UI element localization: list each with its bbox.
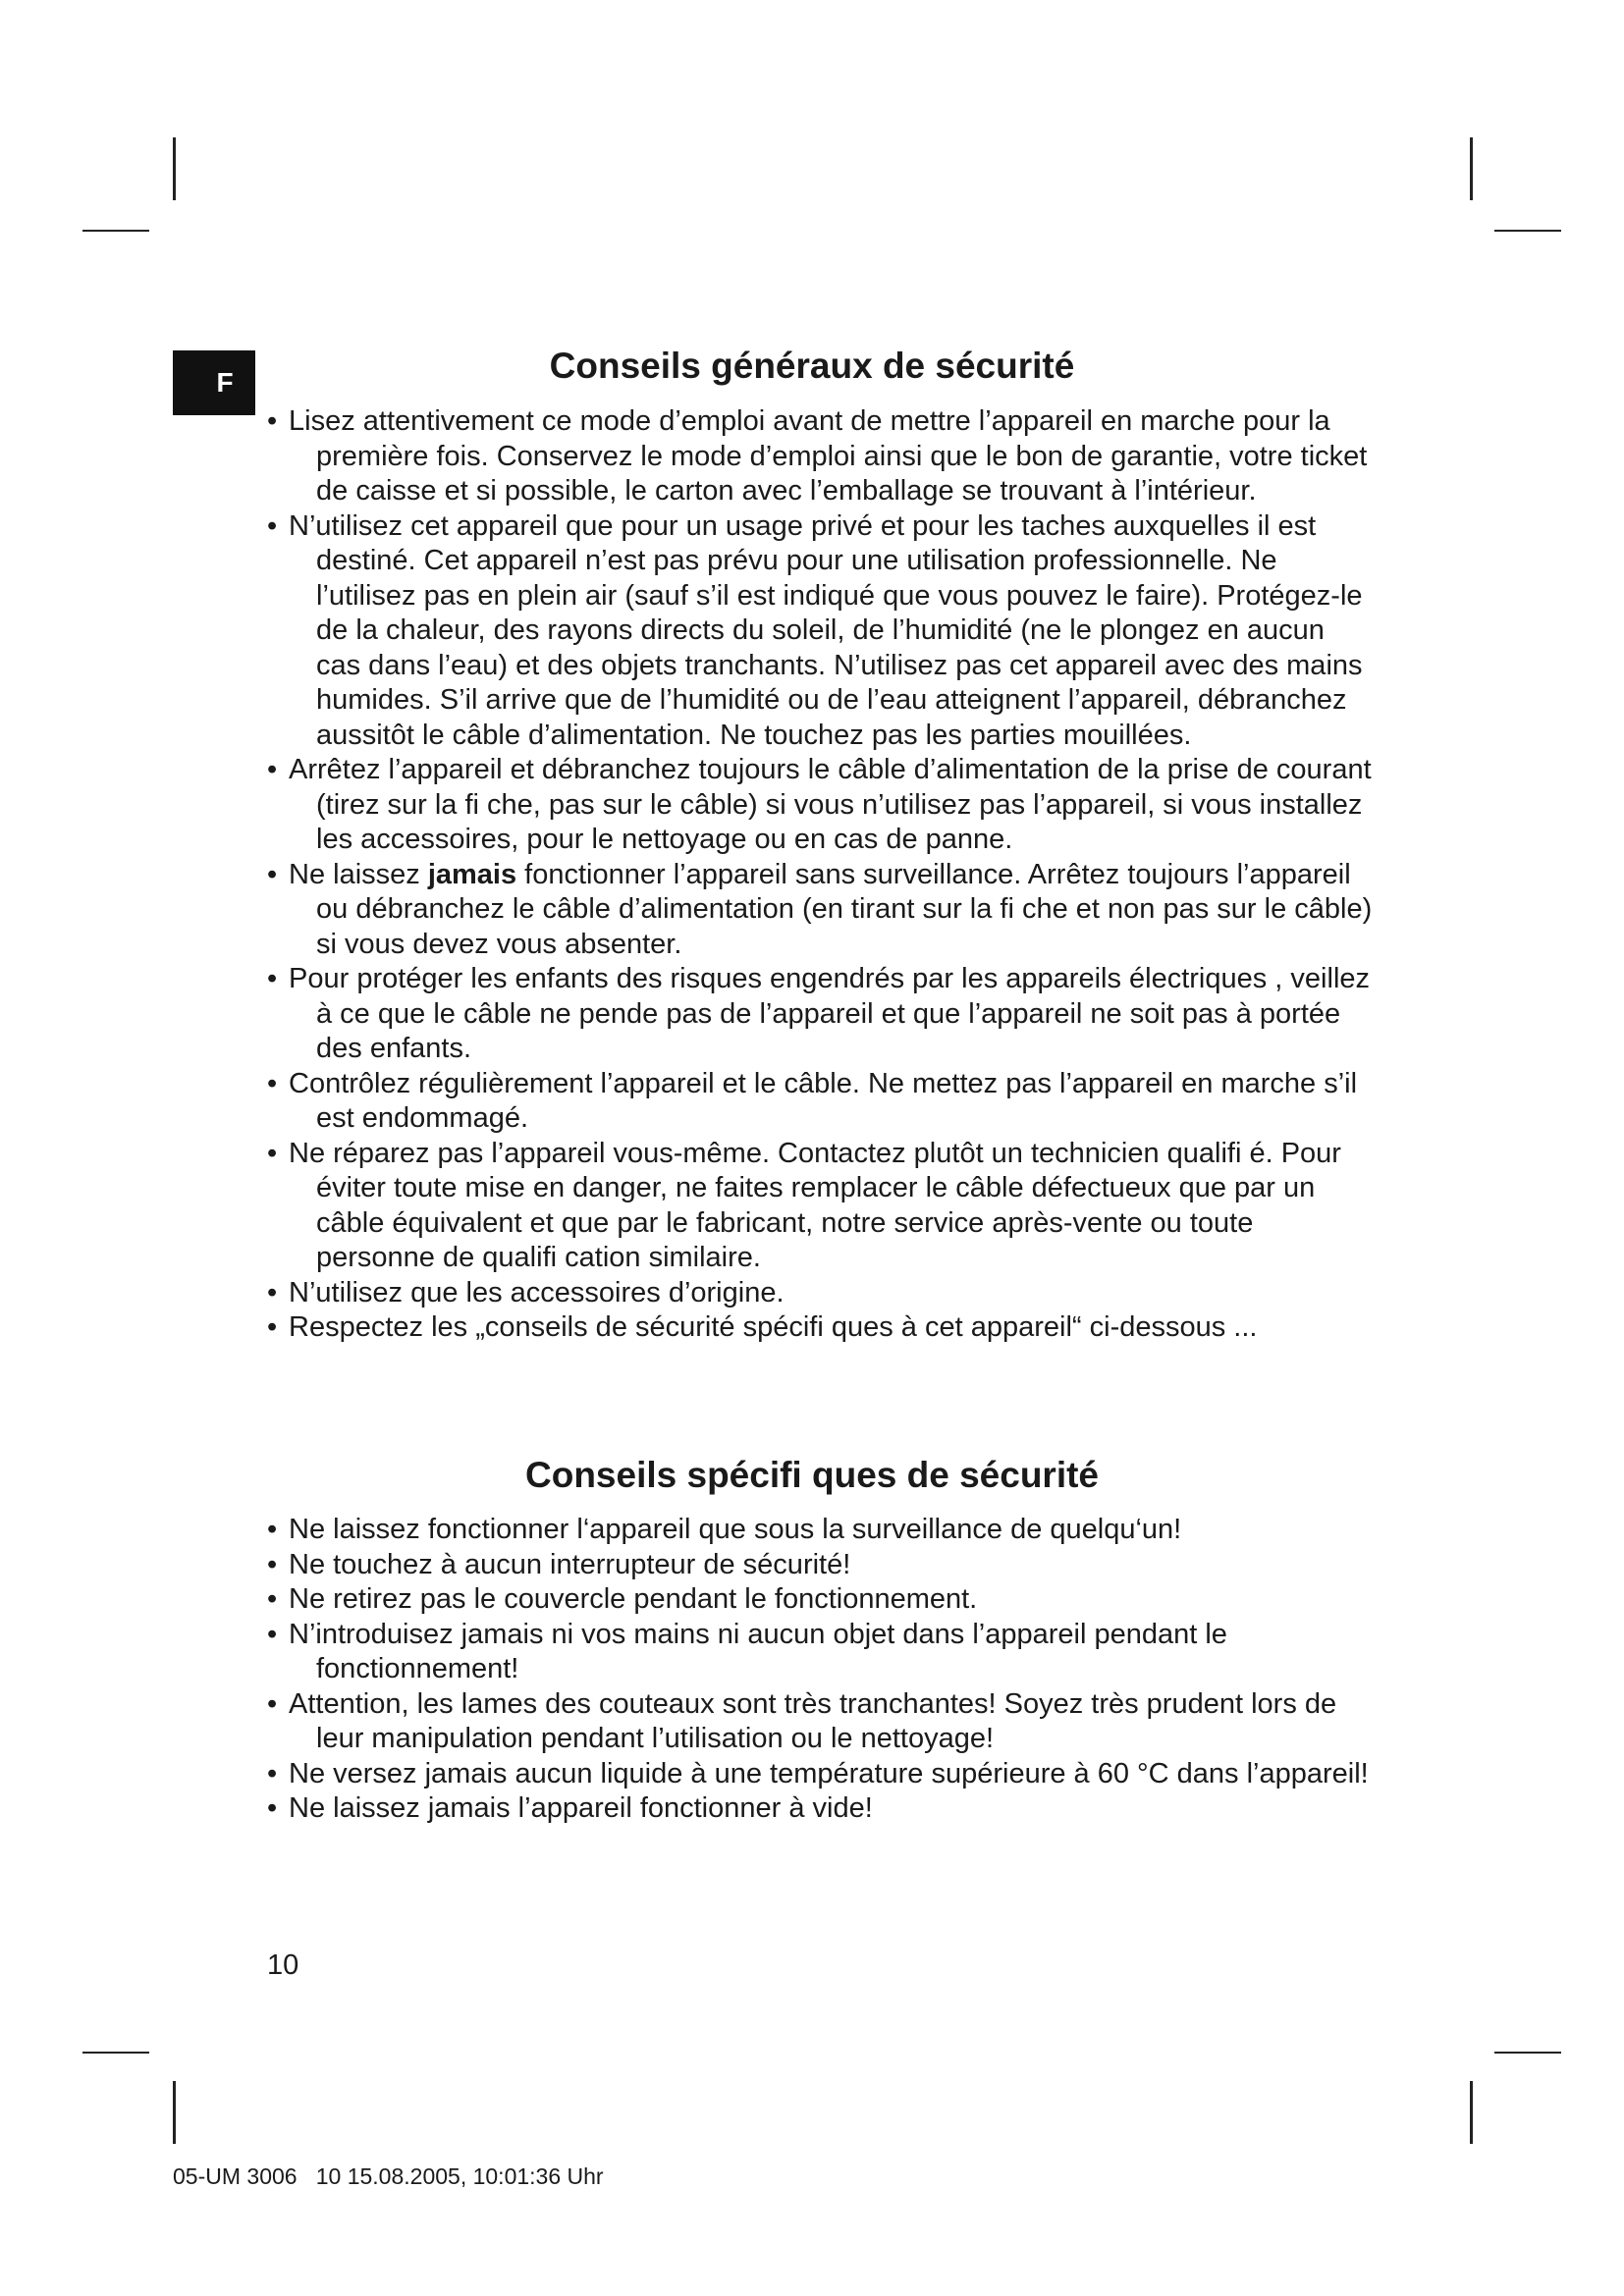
specific-safety-list <box>267 1513 1377 1827</box>
list-item: • Respectez les „conseils de sécurité spécifi ques à cet appareil“ ci-dessous ... <box>267 1310 1377 1346</box>
list-item-text: fonctionner l’appareil sans surveillance. Arrêtez toujours l’appareil ou débranchez le câble d’alimentation (en tirant sur la fi che et non pas sur le câble) si vous devez vous absenter. <box>316 858 1373 960</box>
emphasis-text: jamais <box>427 858 517 890</box>
crop-mark <box>173 2081 176 2144</box>
list-item: • Ne laissez fonctionner l‘appareil que sous la surveillance de quelqu‘un! <box>267 1513 1377 1548</box>
list-item: • N’introduisez jamais ni vos mains ni aucun objet dans l’appareil pendant le fonctionnement! <box>267 1618 1377 1687</box>
list-item: • Lisez attentivement ce mode d’emploi avant de mettre l’appareil en marche pour la première fois. Conservez le mode d’emploi ainsi que le bon de garantie, votre ticket de caisse et si possible, le carton avec l’emballage se trouvant à l’intérieur. <box>267 404 1377 509</box>
crop-mark <box>173 137 176 200</box>
section-title-general: Conseils généraux de sécurité <box>549 346 1075 386</box>
list-item: • Attention, les lames des couteaux sont très tranchantes! Soyez très prudent lors de leur manipulation pendant l’utilisation ou le nettoyage! <box>267 1687 1377 1757</box>
crop-mark <box>1494 230 1561 232</box>
list-item: • Ne réparez pas l’appareil vous-même. Contactez plutôt un technicien qualifi é. Pour éviter toute mise en danger, ne faites remplacer le câble défectueux que par un câble équivalent et que par le fabricant, notre service après-vente ou toute personne de qualifi cation similaire. <box>267 1137 1377 1276</box>
list-item: • Pour protéger les enfants des risques engendrés par les appareils électriques , veillez à ce que le câble ne pende pas de l’appareil et que l’appareil ne soit pas à portée des enfants. <box>267 962 1377 1067</box>
list-item: • Ne retirez pas le couvercle pendant le fonctionnement. <box>267 1582 1377 1618</box>
list-item: • Contrôlez régulièrement l’appareil et le câble. Ne mettez pas l’appareil en marche s’il est endommagé. <box>267 1067 1377 1137</box>
list-item: • N’utilisez cet appareil que pour un usage privé et pour les taches auxquelles il est destiné. Cet appareil n’est pas prévu pour une utilisation professionnelle. Ne l’utilisez pas en plein air (sauf s’il est indiqué que vous pouvez le faire). Protégez-le de la chaleur, des rayons directs du soleil, de l’humidité (ne le plongez en aucun cas dans l’eau) et des objets tranchants. N’utilisez pas cet appareil avec des mains humides. S’il arrive que de l’humidité ou de l’eau atteignent l’appareil, débranchez aussitôt le câble d’alimentation. Ne touchez pas les parties mouillées. <box>267 509 1377 754</box>
section-title-specific: Conseils spécifi ques de sécurité <box>525 1455 1099 1495</box>
print-footer: 05-UM 3006 10 15.08.2005, 10:01:36 Uhr <box>173 2163 604 2189</box>
crop-mark <box>82 230 149 232</box>
general-safety-list <box>267 404 1377 1346</box>
list-item: • Ne touchez à aucun interrupteur de sécurité! <box>267 1548 1377 1583</box>
list-item: • N’utilisez que les accessoires d’origine. <box>267 1276 1377 1311</box>
crop-mark <box>82 2052 149 2054</box>
list-item <box>267 858 1377 963</box>
crop-mark <box>1470 2081 1473 2144</box>
crop-mark <box>1494 2052 1561 2054</box>
language-tab: F <box>173 350 255 415</box>
list-item: • Ne laissez jamais l’appareil fonctionner à vide! <box>267 1791 1377 1827</box>
list-item: • Ne versez jamais aucun liquide à une température supérieure à 60 °C dans l’appareil! <box>267 1757 1377 1792</box>
page-number: 10 <box>267 1949 299 1981</box>
crop-mark <box>1470 137 1473 200</box>
list-item-text: Ne laissez <box>289 858 428 890</box>
list-item: • Arrêtez l’appareil et débranchez toujours le câble d’alimentation de la prise de courant (tirez sur la fi che, pas sur le câble) si vous n’utilisez pas l’appareil, si vous installez les accessoires, pour le nettoyage ou en cas de panne. <box>267 753 1377 858</box>
